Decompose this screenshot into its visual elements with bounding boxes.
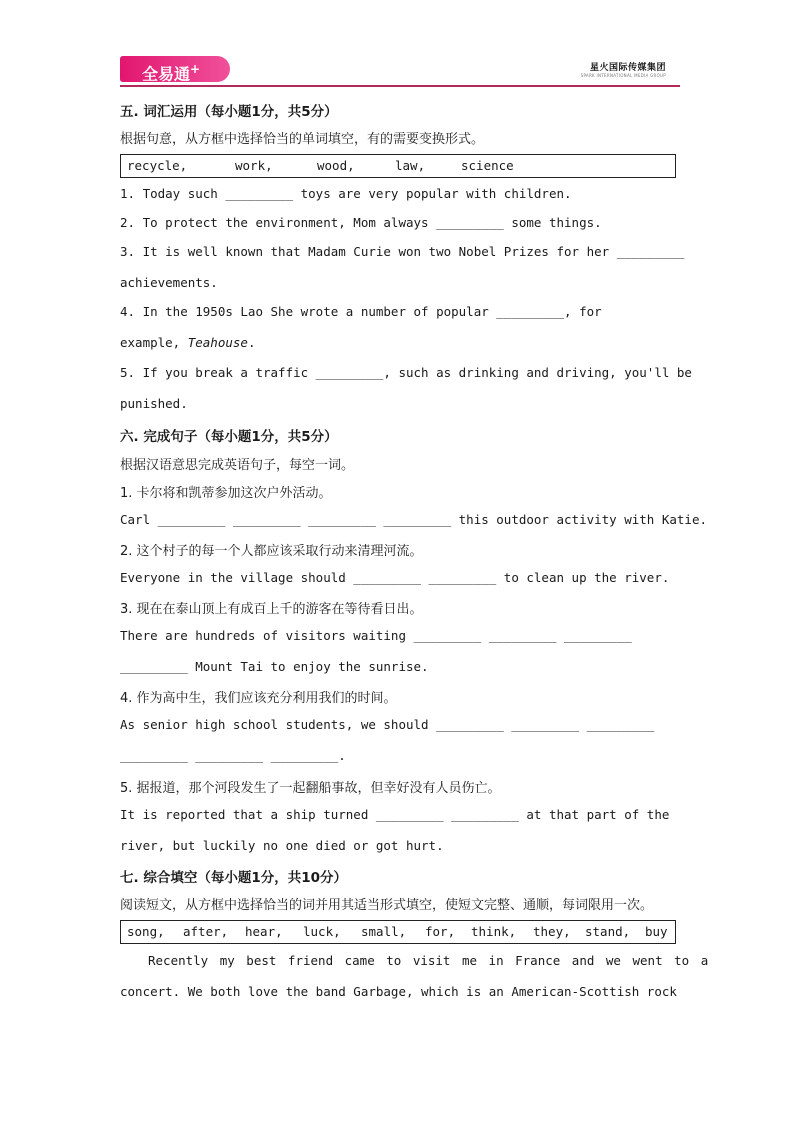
word-box-item: for,: [425, 924, 456, 939]
section5-question-2: 2. To protect the environment, Mom always _________ some things.: [120, 215, 602, 230]
section6-question-2-cn: 2. 这个村子的每一个人都应该采取行动来清理河流。: [120, 544, 423, 559]
section5-question-5-cont: punished.: [120, 396, 188, 411]
publisher-name-en: SPARK INTERNATIONAL MEDIA GROUP: [580, 73, 666, 78]
section6-heading: 六. 完成句子（每小题1分，共5分）: [120, 429, 338, 445]
logo-text: 全易通: [142, 64, 191, 84]
section6-question-3-en-cont: _________ Mount Tai to enjoy the sunrise.: [120, 659, 429, 674]
q4-prefix: example,: [120, 335, 188, 350]
section6-instruction: 根据汉语意思完成英语句子，每空一词。: [120, 458, 355, 473]
section5-instruction: 根据句意，从方框中选择恰当的单词填空，有的需要变换形式。: [120, 132, 485, 147]
publisher-name-cn: 星火国际传媒集团: [589, 63, 666, 73]
section5-question-5: 5. If you break a traffic _________, such as drinking and driving, you'll be: [120, 365, 692, 380]
section6-question-4-en-cont: _________ _________ _________.: [120, 748, 346, 763]
section7-passage-line-2: concert. We both love the band Garbage, which is an American-Scottish rock: [120, 984, 677, 999]
section6-question-4-cn: 4. 作为高中生，我们应该充分利用我们的时间。: [120, 691, 397, 706]
section7-instruction: 阅读短文，从方框中选择恰当的词并用其适当形式填空，使短文完整、通顺，每词限用一次。: [120, 898, 654, 913]
section6-question-5-cn: 5. 据报道，那个河段发生了一起翻船事故，但幸好没有人员伤亡。: [120, 781, 501, 796]
word-box-item: work,: [235, 158, 273, 173]
section5-word-box: [120, 154, 676, 178]
word-box-item: wood,: [317, 158, 355, 173]
word-box-item: hear,: [245, 924, 283, 939]
publisher-name: [581, 60, 666, 78]
section5-question-4: 4. In the 1950s Lao She wrote a number of popular _________, for: [120, 304, 602, 319]
brand-logo: [120, 56, 230, 82]
word-box-item: law,: [395, 158, 426, 173]
section5-question-3-cont: achievements.: [120, 275, 218, 290]
header-divider: [120, 85, 680, 87]
logo-plus: +: [190, 62, 201, 76]
section7-word-box: [120, 920, 676, 944]
word-box-item: song,: [127, 924, 165, 939]
section7-heading: 七. 综合填空（每小题1分，共10分）: [120, 870, 348, 886]
word-box-item: recycle,: [127, 158, 188, 173]
section5-question-3: 3. It is well known that Madam Curie won two Nobel Prizes for her _________: [120, 244, 685, 259]
page-header: [120, 54, 680, 86]
section6-question-5-en-cont: river, but luckily no one died or got hurt.: [120, 838, 444, 853]
word-box-item: science: [461, 158, 514, 173]
section6-question-3-cn: 3. 现在在泰山顶上有成百上千的游客在等待看日出。: [120, 602, 423, 617]
word-box-item: buy: [645, 924, 668, 939]
section5-question-4-cont: [120, 335, 255, 350]
section6-question-4-en: As senior high school students, we should _________ _________ _________: [120, 717, 655, 732]
word-box-item: luck,: [303, 924, 341, 939]
section6-question-5-en: It is reported that a ship turned _________ _________ at that part of the: [120, 807, 670, 822]
word-box-item: after,: [183, 924, 229, 939]
section6-question-1-cn: 1. 卡尔将和凯蒂参加这次户外活动。: [120, 486, 332, 501]
section7-passage-line-1: Recently my best friend came to visit me in France and we went to a: [148, 953, 709, 968]
section6-question-1-en: Carl _________ _________ _________ _________ this outdoor activity with Katie.: [120, 512, 707, 527]
section5-question-1: 1. Today such _________ toys are very popular with children.: [120, 186, 572, 201]
section6-question-3-en: There are hundreds of visitors waiting _________ _________ _________: [120, 628, 632, 643]
section5-heading: 五. 词汇运用（每小题1分，共5分）: [120, 104, 338, 120]
q4-suffix: .: [247, 335, 256, 350]
word-box-item: stand,: [585, 924, 631, 939]
section6-question-2-en: Everyone in the village should _________ _________ to clean up the river.: [120, 570, 670, 585]
word-box-item: small,: [361, 924, 407, 939]
q4-italic-title: Teahouse: [187, 335, 248, 350]
word-box-item: they,: [533, 924, 571, 939]
word-box-item: think,: [471, 924, 517, 939]
